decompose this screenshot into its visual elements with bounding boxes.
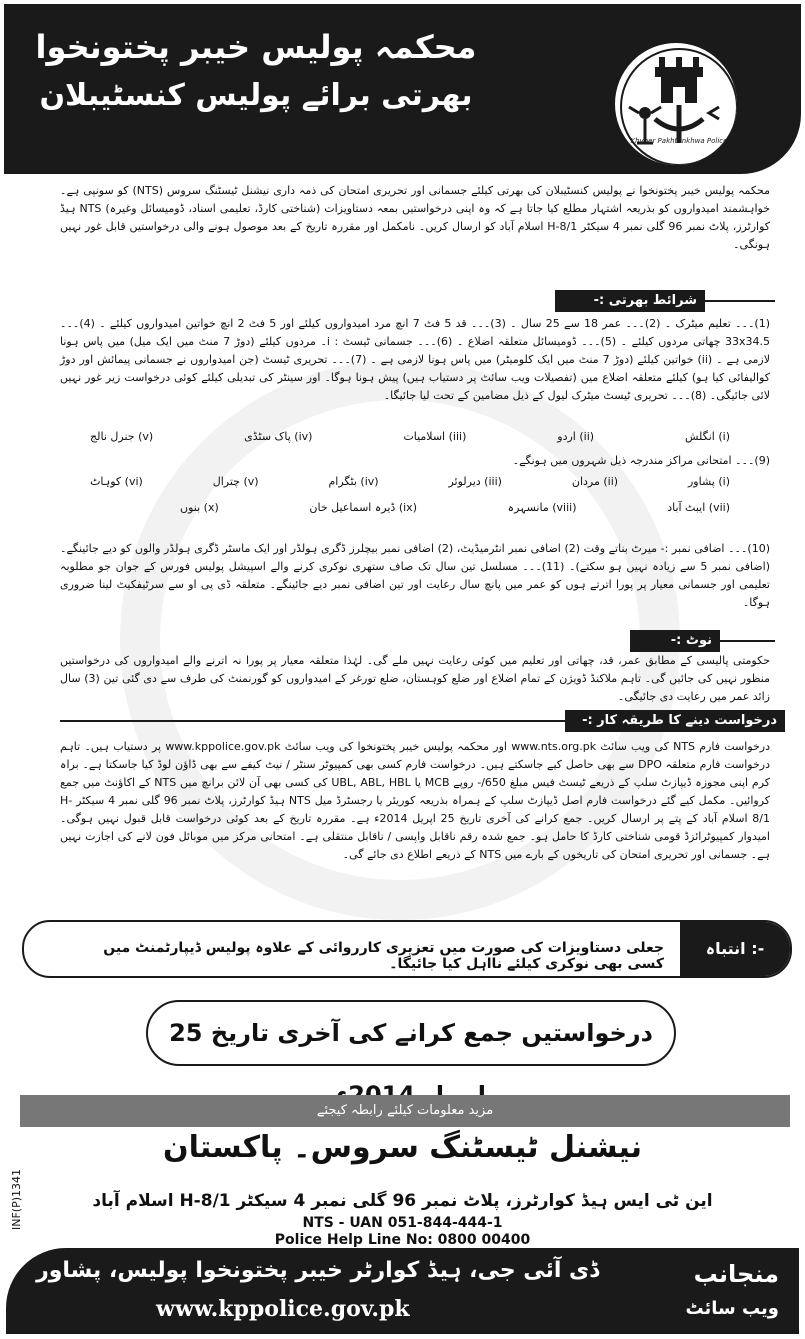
subjects-list <box>90 427 730 447</box>
issuer-name: ڈی آئی جی، ہیڈ کوارٹر خیبر پختونخوا پولیس، پشاور <box>36 1258 599 1283</box>
intro-paragraph: محکمہ پولیس خیبر پختونخوا نے پولیس کنسٹیبلان کی بھرتی کیلئے جسمانی اور تحریری امتحان کی ذمہ داری نیشنل ٹیسٹنگ سروس (NTS) کو سونپی ہے۔ خواہشمند امیدواروں کو بذریعہ اشتہار مطلع کیا جاتا ہے کہ وہ اپنی درخواستیں بمعہ دستاویزات (شناختی کارڈ، تعلیمی اسناد، ڈومیسائل وغیرہ) NTS ہیڈ کوارٹرز، پلاٹ نمبر 96 گلی نمبر 4 سیکٹر H-8/1 اسلام آباد کو ارسال کریں۔ نامکمل اور مقررہ تاریخ کے بعد موصول ہونے والی درخواستیں قابل غور نہیں ہونگی۔ <box>60 184 770 251</box>
requirements-heading: شرائط بھرتی :- <box>555 290 705 312</box>
logo-caption: Khyber Pakhtunkhwa Police <box>630 137 728 145</box>
website-label: ویب سائٹ <box>685 1298 779 1319</box>
subject-item: (iv) پاک سٹڈی <box>244 430 313 443</box>
subject-item: (iii) اسلامیات <box>403 430 467 443</box>
nts-uan: NTS - UAN 051-844-444-1 <box>302 1215 503 1231</box>
nts-address: این ٹی ایس ہیڈ کوارٹرز، پلاٹ نمبر 96 گلی نمبر 4 سیکٹر H-8/1 اسلام آباد <box>92 1191 713 1211</box>
procedure-text: درخواست فارم NTS کی ویب سائٹ www.nts.org.pk اور محکمہ پولیس خیبر پختونخوا کی ویب سائٹ www.kppolice.gov.pk پر دستیاب ہیں۔ تاہم درخواست فارم متعلقہ DPO سے بھی حاصل کیے جاسکتے ہیں۔ درخواست فارم کسی بھی کمپیوٹر سنٹر / نیٹ کیفے سے بھی ڈاؤن لوڈ کیا جاسکتا ہے۔ براہ کرم اپنی مجوزہ ڈیپازٹ سلپ کے ذریعے ٹیسٹ فیس مبلغ 650/- روپے MCB یا UBL, ABL, HBL کی کسی بھی آن لائن برانچ میں NTS کے اکاؤنٹ میں جمع کروائیں۔ مکمل کیے گئے درخواست فارم اصل ڈیپازٹ سلپ کے ہمراہ بذریعہ کوریئر یا رجسٹرڈ میل NTS ہیڈ کوارٹرز، پلاٹ نمبر 96 گلی نمبر 4 سیکٹر H-8/1 اسلام آباد کے پتے پر ارسال کریں۔ جمع کرانے کی آخری تاریخ 25 اپریل 2014ء ہے۔ مقررہ تاریخ کے بعد کوئی درخواست قابل قبول نہیں ہوگی۔ امیدوار کمپیوٹرائزڈ قومی شناختی کارڈ کا حامل ہو۔ جمع شدہ رقم ناقابل واپسی / ناقابل منتقلی ہے۔ امتحانی مرکز میں موبائل فون لانے کی اجازت نہیں ہے۔ جسمانی اور تحریری امتحان کی تاریخوں کے بارے میں NTS کے ذریعے اطلاع دی جائے گی۔ <box>60 740 771 861</box>
department-title: محکمہ پولیس خیبر پختونخوا <box>35 28 477 66</box>
note-text: حکومتی پالیسی کے مطابق عمر، قد، چھاتی اور تعلیم میں کوئی رعایت نہیں ملے گی۔ لہٰذا متعلقہ معیار پر پورا نہ اترنے والے امیدواروں کی درخواستیں منظور نہیں کی جائیں گی۔ تاہم ملاکنڈ ڈویژن کے تمام اضلاع اور ضلع کوہستان، ضلع تورغر کے امیدواروں کو گورنمنٹ کی طرف سے دی گئی تین (3) سال زائد عمر میں رعایت دی جائیگی۔ <box>60 654 770 703</box>
deadline-box: درخواستیں جمع کرانے کی آخری تاریخ 25 <box>146 1000 676 1066</box>
police-crest-icon <box>615 43 740 168</box>
requirements-text: (1)۔۔۔ تعلیم میٹرک ۔ (2)۔۔۔ عمر 18 سے 25 سال ۔ (3)۔۔۔ قد 5 فٹ 7 انچ مرد امیدواروں کیلئے اور 5 فٹ 2 انچ خواتین امیدواروں کیلئے ۔ (4)۔۔۔ 33x34.5 چھاتی مردوں کیلئے ۔ (5)۔۔۔ ڈومیسائل متعلقہ اضلاع ۔ (6)۔۔۔ جسمانی ٹیسٹ : i۔ مردوں کیلئے (دوڑ 7 منٹ میں ایک میل) میں پاس ہونا لازمی ہے ۔ (ii) خواتین کیلئے (دوڑ 7 منٹ میں ایک کلومیٹر) میں پاس ہونا لازمی ہے ۔ (7)۔۔۔ تحریری ٹیسٹ (جن امیدواروں نے جسمانی پیمائش اور دوڑ کوالیفائی کیا ہو) کیلئے متعلقہ اضلاع میں (تفصیلات ویب سائٹ پر دستیاب ہیں) پیش ہونا ہوگا۔ اور سینٹر کی تبدیلی کیلئے کوئی درخواست زیر غور نہیں لائی جائیگی۔ (8)۔۔۔ تحریری ٹیسٹ میٹرک لیول کے ذیل مضامین کے تحت لیا جائیگا۔ <box>60 317 771 402</box>
centers-list-row-2 <box>180 498 730 518</box>
center-item: (ii) مردان <box>571 475 619 488</box>
website-link[interactable]: www.kppolice.gov.pk <box>156 1296 410 1322</box>
center-item: (vii) ایبٹ آباد <box>667 501 730 514</box>
note-heading: نوٹ :- <box>630 630 720 652</box>
center-item: (x) بنوں <box>180 501 219 514</box>
warning-label: انتباہ :- <box>680 922 790 976</box>
procedure-heading-rule <box>60 720 565 722</box>
issuer-label: منجانب <box>693 1260 779 1288</box>
center-item: (vi) کوہاٹ <box>90 475 143 488</box>
center-item: (i) پشاور <box>688 475 730 488</box>
police-logo <box>612 40 740 168</box>
requirements-heading-rule <box>705 300 775 302</box>
recruitment-subtitle: بھرتی برائے پولیس کنسٹیبلان <box>39 78 473 113</box>
center-item: (ix) ڈیرہ اسماعیل خان <box>309 501 417 514</box>
center-item: (viii) مانسہرہ <box>507 501 577 514</box>
warning-text: جعلی دستاویزات کی صورت میں تعزیری کارروائی کے علاوہ پولیس ڈیپارٹمنٹ میں کسی بھی نوکری کیلئے نااہل کیا جائیگا۔ <box>103 940 664 972</box>
procedure-heading: درخواست دینے کا طریقہ کار :- <box>565 710 785 732</box>
center-item: (v) چترال <box>212 475 259 488</box>
additional-marks-text: (10)۔۔۔ اضافی نمبر :- میرٹ بناتے وقت (2) اضافی نمبر انٹرمیڈیٹ، (2) اضافی نمبر بیچلرز ڈگری ہولڈر اور ایک ماسٹر ڈگری ہولڈر والوں کو دیے جائینگے۔ (اضافی نمبر 5 سے زیادہ نہیں ہو سکتے)۔ (11)۔۔۔ مسلسل تین سال تک صاف ستھری نوکری کرنے والے اسپیشل پولیس فورس کے جوان جو مطلوبہ تعلیمی اور جسمانی معیار پر پورا اترتے ہوں کو عمر میں پانچ سال رعایت اور تین اضافی نمبر دیے جائینگے۔ متعلقہ ڈی پی او سے سرٹیفکیٹ لینا ضروری ہوگا۔ <box>60 542 770 609</box>
nts-title: نیشنل ٹیسٹنگ سروس۔ پاکستان <box>162 1130 643 1165</box>
police-helpline: Police Help Line No: 0800 00400 <box>274 1232 531 1248</box>
centers-intro: (9)۔۔۔ امتحانی مراکز مندرجہ ذیل شہروں میں ہونگے۔ <box>512 454 770 467</box>
note-heading-rule <box>720 640 775 642</box>
center-item: (iv) بٹگرام <box>328 475 379 488</box>
subject-item: (ii) اردو <box>557 430 595 443</box>
center-item: (iii) دیرلوئر <box>448 475 502 488</box>
subject-item: (v) جنرل نالج <box>90 430 154 443</box>
footer-banner <box>6 1248 799 1334</box>
warning-box <box>22 920 792 978</box>
reference-code: INF(P)1341 <box>10 1168 23 1230</box>
centers-list-row-1 <box>90 472 730 492</box>
subject-item: (i) انگلش <box>684 430 730 443</box>
more-info-bar: مزید معلومات کیلئے رابطہ کیجئے <box>20 1095 790 1127</box>
